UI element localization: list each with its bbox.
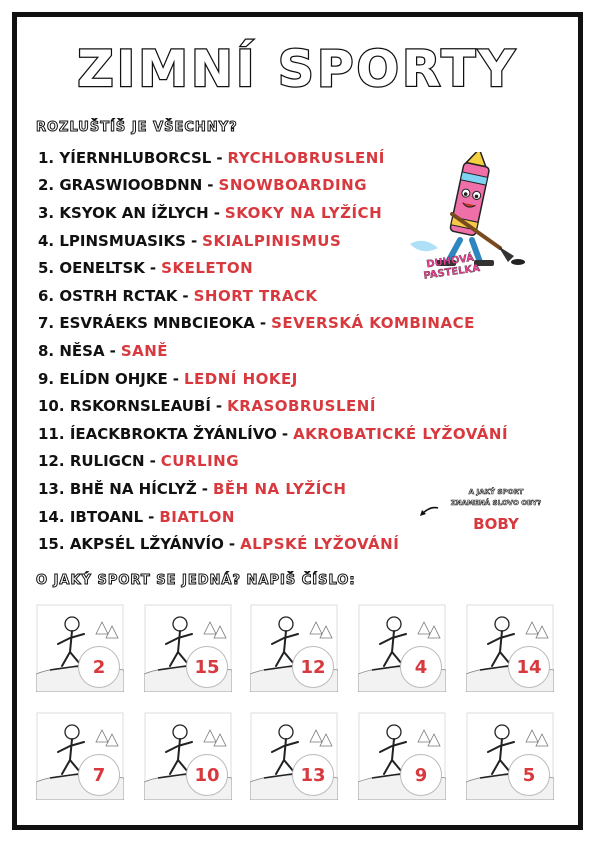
answer-number-badge: 4 [400, 646, 442, 688]
puzzle-scramble: GRASWIOOBDNN [59, 176, 203, 195]
puzzle-scramble: LPINSMUASIKS [59, 231, 186, 250]
puzzle-answer: AKROBATICKÉ LYŽOVÁNÍ [293, 424, 509, 443]
separator: - [281, 424, 289, 443]
picture-card [358, 712, 446, 800]
picture-card [144, 604, 232, 692]
separator: - [182, 286, 189, 305]
picture-card [358, 604, 446, 692]
puzzle-number: 10. [38, 397, 65, 416]
puzzle-scramble: AKPSÉL LŽYÁNVÍO [69, 535, 224, 554]
puzzle-answer: ALPSKÉ LYŽOVÁNÍ [240, 535, 400, 554]
answer-number-badge: 14 [508, 646, 550, 688]
puzzle-scramble: ELÍDN OHJKE [59, 369, 168, 388]
subtitle: ROZLUŠTÍŠ JE VŠECHNY? [36, 120, 238, 135]
puzzle-number: 8. [38, 341, 55, 360]
puzzle-number: 13. [38, 479, 65, 498]
answer-number-badge: 5 [508, 754, 550, 796]
puzzle-row [38, 365, 508, 393]
puzzle-answer: LEDNÍ HOKEJ [183, 369, 298, 388]
note-question-line1: A JAKÝ SPORT [468, 488, 524, 496]
picture-card [36, 712, 124, 800]
puzzle-answer: RYCHLOBRUSLENÍ [227, 148, 385, 167]
puzzle-scramble: OSTRH RCTAK [59, 286, 178, 305]
puzzle-number: 7. [38, 314, 55, 333]
bonus-note [426, 487, 566, 533]
picture-card [466, 712, 554, 800]
crayon-mascot [404, 152, 532, 300]
puzzle-answer: SANĚ [120, 341, 169, 360]
separator: - [201, 479, 208, 498]
note-answer: BOBY [473, 515, 519, 533]
puzzle-scramble: IBTOANL [69, 507, 144, 526]
puzzle-number: 2. [38, 176, 55, 195]
puzzle-answer: SKIALPINISMUS [202, 231, 342, 250]
picture-card [144, 712, 232, 800]
puzzle-number: 6. [38, 286, 55, 305]
picture-card [36, 604, 124, 692]
puzzle-row [38, 448, 508, 476]
puzzle-number: 9. [38, 369, 55, 388]
puzzle-number: 1. [38, 148, 55, 167]
puzzle-row [38, 420, 508, 448]
puzzle-number: 5. [38, 259, 55, 278]
picture-card [250, 712, 338, 800]
answer-number-badge: 12 [292, 646, 334, 688]
puzzle-answer: SEVERSKÁ KOMBINACE [271, 314, 475, 333]
separator: - [109, 341, 116, 360]
note-question-line2: ZNAMENÁ SLOVO OBY? [450, 499, 542, 507]
puzzle-scramble: YÍERNHLUBORCSL [59, 148, 212, 167]
answer-number-badge: 10 [186, 754, 228, 796]
puzzle-row [38, 310, 508, 338]
puzzle-number: 11. [38, 424, 65, 443]
picture-question: O JAKÝ SPORT SE JEDNÁ? NAPIŠ ČÍSLO: [36, 573, 356, 588]
answer-number-badge: 9 [400, 754, 442, 796]
picture-card [250, 604, 338, 692]
puzzle-number: 12. [38, 452, 65, 471]
puzzle-answer: BĚH NA LYŽÍCH [213, 479, 347, 498]
separator: - [149, 452, 156, 471]
separator: - [148, 507, 155, 526]
logo: DUHOVÁ PASTELKA [422, 252, 481, 282]
puzzle-number: 14. [38, 507, 65, 526]
puzzle-scramble: ÍEACKBROKTA ŽYÁNLÍVO [69, 424, 277, 443]
puzzle-scramble: BHĚ NA HÍCLYŽ [69, 479, 197, 498]
puzzle-number: 4. [38, 231, 55, 250]
separator: - [215, 397, 223, 416]
puzzle-scramble: NĚSA [59, 341, 105, 360]
separator: - [149, 259, 157, 278]
separator: - [213, 203, 220, 222]
page-title: ZIMNÍ SPORTY [77, 40, 518, 98]
puzzle-answer: KRASOBRUSLENÍ [227, 397, 376, 416]
puzzle-answer: CURLING [160, 452, 240, 471]
puzzle-answer: BIATLON [159, 507, 235, 526]
puzzle-scramble: RULIGCN [69, 452, 145, 471]
puzzle-row [38, 392, 508, 420]
separator: - [172, 369, 179, 388]
separator: - [190, 231, 198, 250]
separator: - [228, 535, 236, 554]
separator: - [216, 148, 223, 167]
puzzle-answer: SKOKY NA LYŽÍCH [224, 203, 383, 222]
separator: - [207, 176, 214, 195]
puzzle-answer: SHORT TRACK [193, 286, 318, 305]
puzzle-scramble: KSYOK AN ÍŽLYCH [59, 203, 209, 222]
puzzle-scramble: ESVRÁEKS MNBCIEOKA [59, 314, 255, 333]
puzzle-scramble: RSKORNSLEAUBÍ [69, 397, 211, 416]
answer-number-badge: 15 [186, 646, 228, 688]
puzzle-number: 3. [38, 203, 55, 222]
puzzle-row [38, 530, 508, 558]
puzzle-answer: SKELETON [161, 259, 254, 278]
puzzle-row [38, 337, 508, 365]
answer-number-badge: 7 [78, 754, 120, 796]
answer-number-badge: 2 [78, 646, 120, 688]
puzzle-scramble: OENELTSK [59, 259, 145, 278]
answer-number-badge: 13 [292, 754, 334, 796]
puzzle-number: 15. [38, 535, 65, 554]
puzzle-answer: SNOWBOARDING [218, 176, 368, 195]
separator: - [259, 314, 267, 333]
picture-card [466, 604, 554, 692]
